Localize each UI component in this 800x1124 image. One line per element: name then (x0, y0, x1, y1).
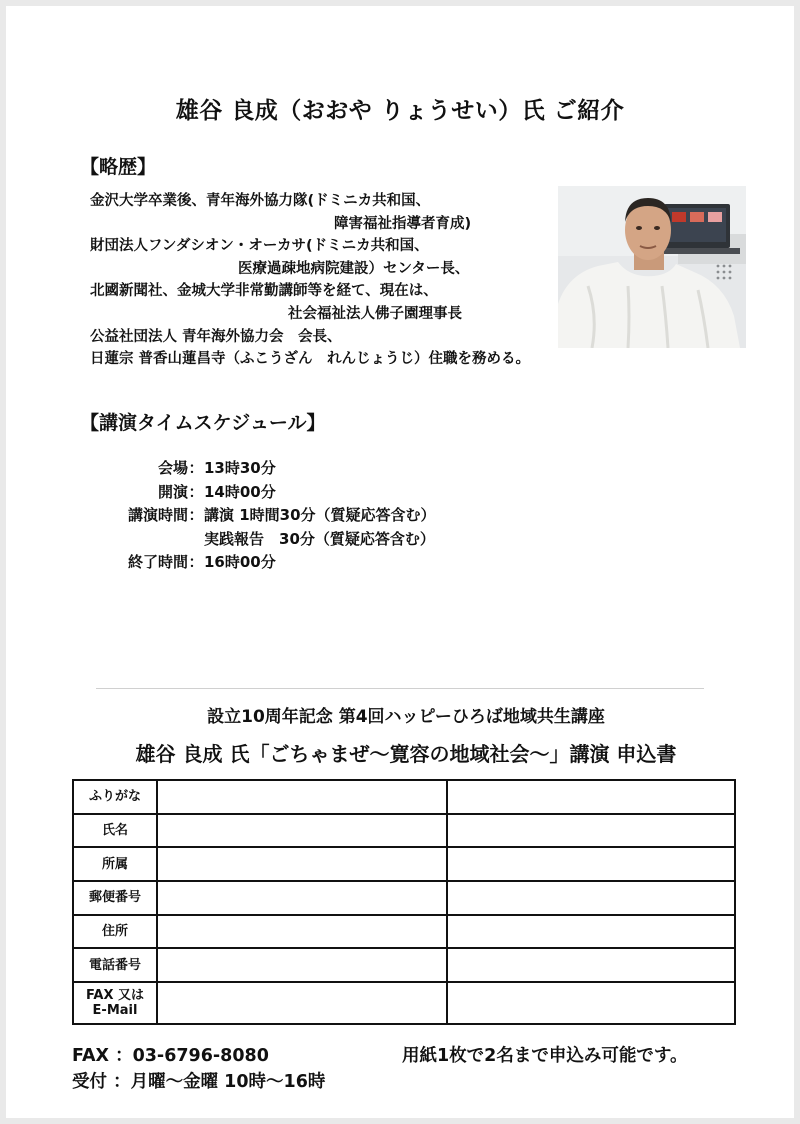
bio-line: 社会福祉法人佛子園理事長 (288, 305, 462, 322)
field-label: 住所 (73, 915, 157, 949)
form-note: 用紙1枚で2名まで申込み可能です。 (402, 1046, 688, 1066)
form-row (73, 982, 735, 1024)
schedule-row (90, 457, 436, 481)
form-row (73, 881, 735, 915)
field-label: 氏名 (73, 814, 157, 848)
fax-number: FAX ：03-6796-8080 (72, 1046, 269, 1066)
entry-cell-1[interactable] (157, 814, 447, 848)
entry-cell-1[interactable] (157, 948, 447, 982)
form-title: 雄谷 良成 氏「ごちゃまぜ～寛容の地域社会～」講演 申込書 (135, 742, 677, 766)
application-form (72, 779, 736, 1025)
schedule-row (90, 551, 436, 575)
schedule-value: 16時00分 (204, 553, 276, 571)
bio-line: 金沢大学卒業後、青年海外協力隊(ドミニカ共和国、 (90, 193, 431, 209)
bio-line: 障害福祉指導者育成) (334, 215, 472, 232)
entry-cell-1[interactable] (157, 982, 447, 1024)
form-subtitle: 設立10周年記念 第4回ハッピーひろば地域共生講座 (207, 707, 605, 727)
schedule-label (90, 528, 188, 552)
entry-cell-2[interactable] (447, 881, 735, 915)
field-label-line: E-Mail (92, 1003, 138, 1019)
entry-cell-1[interactable] (157, 847, 447, 881)
field-label-line: FAX 又は (86, 988, 144, 1004)
bio-line: 北國新聞社、金城大学非常勤講師等を経て、現在は、 (90, 283, 438, 300)
bio-line: 公益社団法人 青年海外協力会 会長、 (90, 328, 342, 345)
schedule-row (90, 481, 436, 505)
schedule-row (90, 504, 436, 528)
field-label: 電話番号 (73, 948, 157, 982)
entry-cell-1[interactable] (157, 915, 447, 949)
field-label: ふりがな (73, 780, 157, 814)
bio-line: 財団法人フンダシオン・オーカサ(ドミニカ共和国、 (90, 238, 429, 255)
entry-cell-2[interactable] (447, 915, 735, 949)
cut-line (96, 688, 704, 689)
schedule-label: 開演 (157, 482, 188, 501)
form-row (73, 915, 735, 949)
speaker-photo (558, 186, 746, 348)
entry-cell-1[interactable] (157, 780, 447, 814)
schedule-separator: ： (188, 459, 204, 477)
schedule-separator: ： (188, 553, 204, 571)
schedule-label: 終了時間 (127, 553, 188, 571)
schedule-separator: ： (188, 506, 204, 524)
entry-cell-2[interactable] (447, 948, 735, 982)
schedule-value: 14時00分 (204, 482, 276, 501)
schedule-list (90, 457, 436, 575)
page-title: 雄谷 良成（おおや りょうせい）氏 ご紹介 (175, 98, 625, 124)
entry-cell-2[interactable] (447, 780, 735, 814)
schedule-value: 実践報告 30分（質疑応答含む） (204, 529, 435, 548)
bio-line: 日蓮宗 普香山蓮昌寺（ふこうざん れんじょうじ）住職を務める。 (90, 351, 531, 368)
schedule-row (90, 528, 436, 552)
bio-line: 医療過疎地病院建設）センター長、 (238, 260, 470, 277)
form-row (73, 780, 735, 814)
bio-heading: 【略歴】 (80, 156, 157, 178)
form-row (73, 948, 735, 982)
flyer-page (6, 6, 794, 1118)
field-label-fax-email (73, 982, 157, 1024)
field-label: 所属 (73, 847, 157, 881)
form-row (73, 847, 735, 881)
form-row (73, 814, 735, 848)
schedule-value: 講演 1時間30分（質疑応答含む） (204, 506, 436, 524)
entry-cell-2[interactable] (447, 982, 735, 1024)
schedule-value: 13時30分 (204, 459, 276, 477)
schedule-separator (188, 528, 204, 552)
entry-cell-2[interactable] (447, 814, 735, 848)
entry-cell-1[interactable] (157, 881, 447, 915)
schedule-label: 講演時間 (127, 506, 188, 524)
entry-cell-2[interactable] (447, 847, 735, 881)
schedule-separator: ： (188, 482, 204, 501)
field-label: 郵便番号 (73, 881, 157, 915)
schedule-label: 会場 (157, 459, 188, 477)
schedule-heading: 【講演タイムスケジュール】 (80, 412, 326, 434)
reception-hours: 受付 ：月曜～金曜 10時～16時 (72, 1072, 326, 1092)
